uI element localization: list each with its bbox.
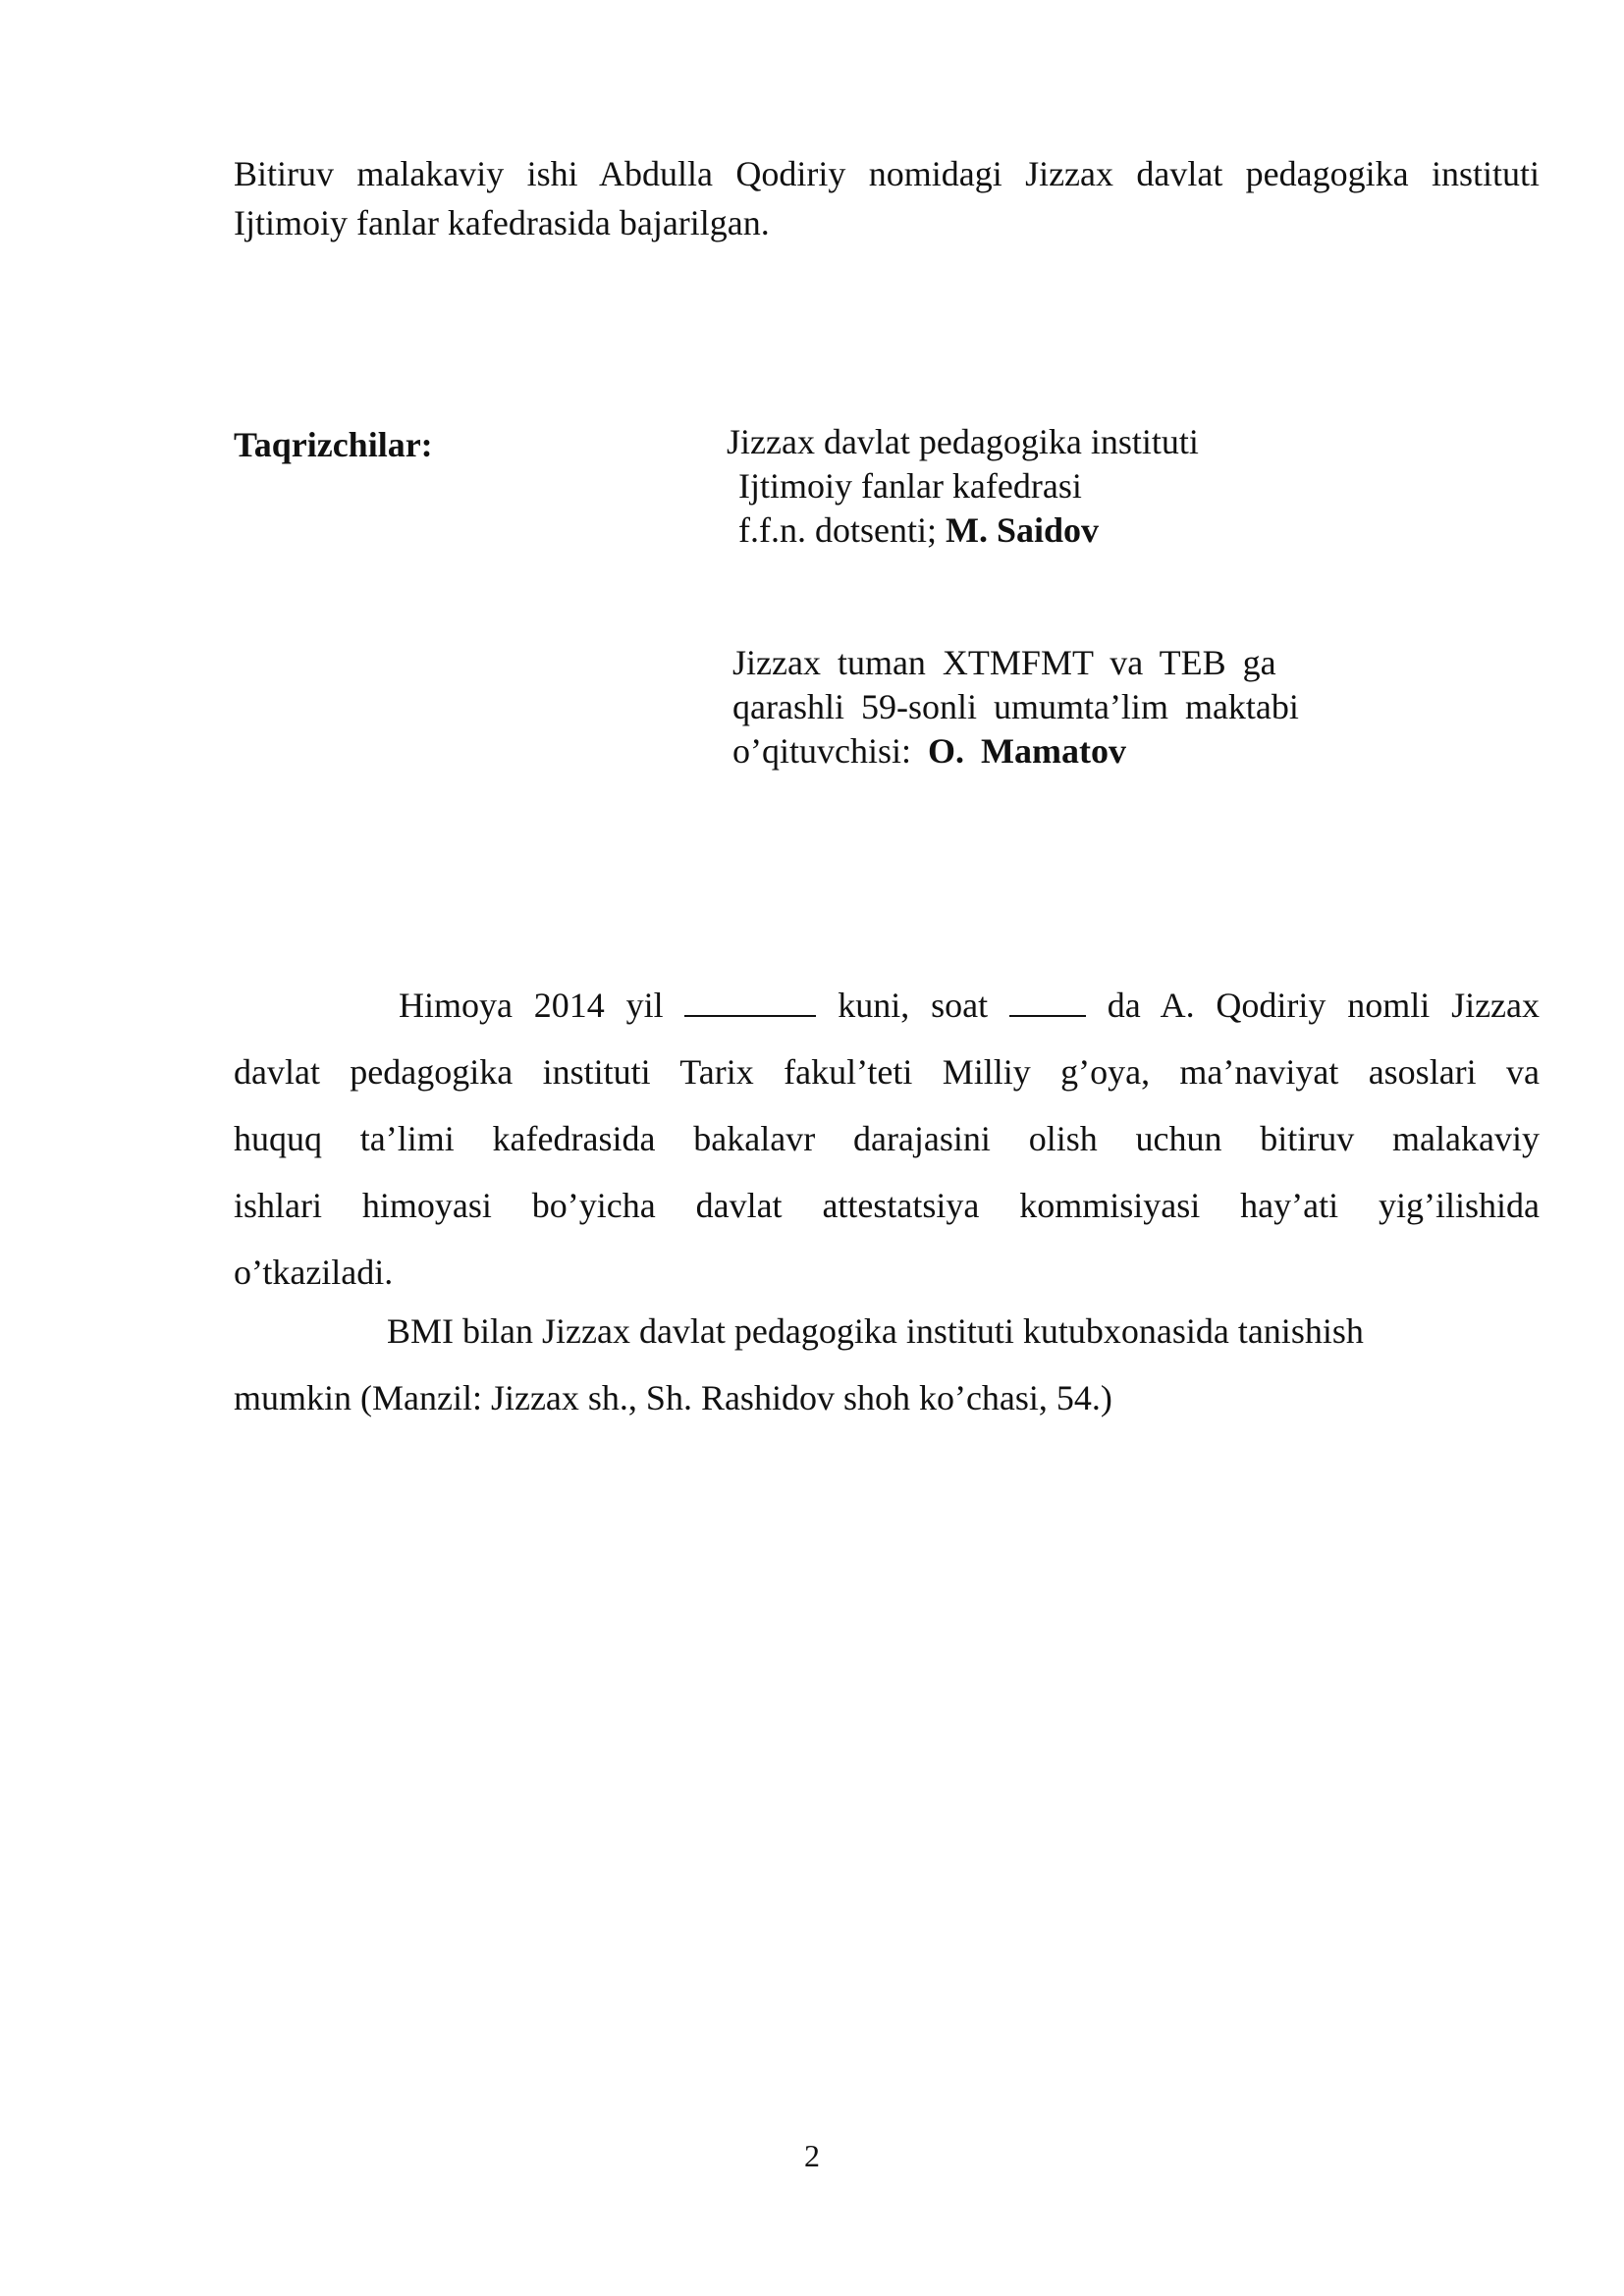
reviewer-2-title: o’qituvchisi: bbox=[732, 731, 928, 771]
library-line-1: BMI bilan Jizzax davlat pedagogika instituti kutubxonasida tanishish bbox=[387, 1311, 1364, 1351]
reviewer-1-line-2: Ijtimoiy fanlar kafedrasi bbox=[738, 466, 1082, 506]
reviewer-2-line-2: qarashli 59-sonli umumta’lim maktabi bbox=[732, 687, 1299, 726]
reviewers-label: Taqrizchilar: bbox=[234, 425, 433, 464]
defense-line-1 bbox=[234, 972, 1540, 1039]
defense-line-5: o’tkaziladi. bbox=[234, 1253, 394, 1292]
reviewer-2-line-1: Jizzax tuman XTMFMT va TEB ga bbox=[732, 643, 1276, 682]
reviewer-1-name: M. Saidov bbox=[945, 510, 1100, 550]
day-blank-line bbox=[684, 986, 816, 1017]
defense-place-text: da A. Qodiriy nomli Jizzax bbox=[1107, 986, 1541, 1025]
page-number: 2 bbox=[804, 2138, 820, 2173]
library-paragraph bbox=[234, 1298, 1540, 1431]
intro-paragraph bbox=[234, 149, 1540, 247]
reviewer-1-block bbox=[727, 420, 1199, 553]
defense-date-text: Himoya 2014 yil bbox=[399, 986, 664, 1025]
hour-blank-line bbox=[1009, 986, 1086, 1017]
reviewer-1-title: f.f.n. dotsenti; bbox=[738, 510, 946, 550]
reviewer-1-line-3 bbox=[727, 508, 1199, 553]
library-line-2: mumkin (Manzil: Jizzax sh., Sh. Rashidov shoh ko’chasi, 54.) bbox=[234, 1378, 1112, 1417]
intro-line-2: Ijtimoiy fanlar kafedrasida bajarilgan. bbox=[234, 203, 770, 242]
defense-line-4: ishlari himoyasi bo’yicha davlat attestatsiya kommisiyasi hay’ati yig’ilishida bbox=[234, 1186, 1540, 1225]
defense-line-2: davlat pedagogika instituti Tarix fakul’teti Milliy g’oya, ma’naviyat asoslari va bbox=[234, 1052, 1540, 1092]
reviewer-2-block bbox=[732, 641, 1299, 774]
reviewer-2-line-3 bbox=[732, 729, 1299, 774]
intro-line-1: Bitiruv malakaviy ishi Abdulla Qodiriy nomidagi Jizzax davlat pedagogika instituti bbox=[234, 154, 1540, 193]
reviewer-2-name: O. Mamatov bbox=[928, 731, 1126, 771]
defense-paragraph bbox=[234, 972, 1540, 1306]
reviewer-1-line-1: Jizzax davlat pedagogika instituti bbox=[727, 422, 1199, 461]
defense-time-text: kuni, soat bbox=[838, 986, 989, 1025]
defense-line-3: huquq ta’limi kafedrasida bakalavr darajasini olish uchun bitiruv malakaviy bbox=[234, 1119, 1540, 1158]
